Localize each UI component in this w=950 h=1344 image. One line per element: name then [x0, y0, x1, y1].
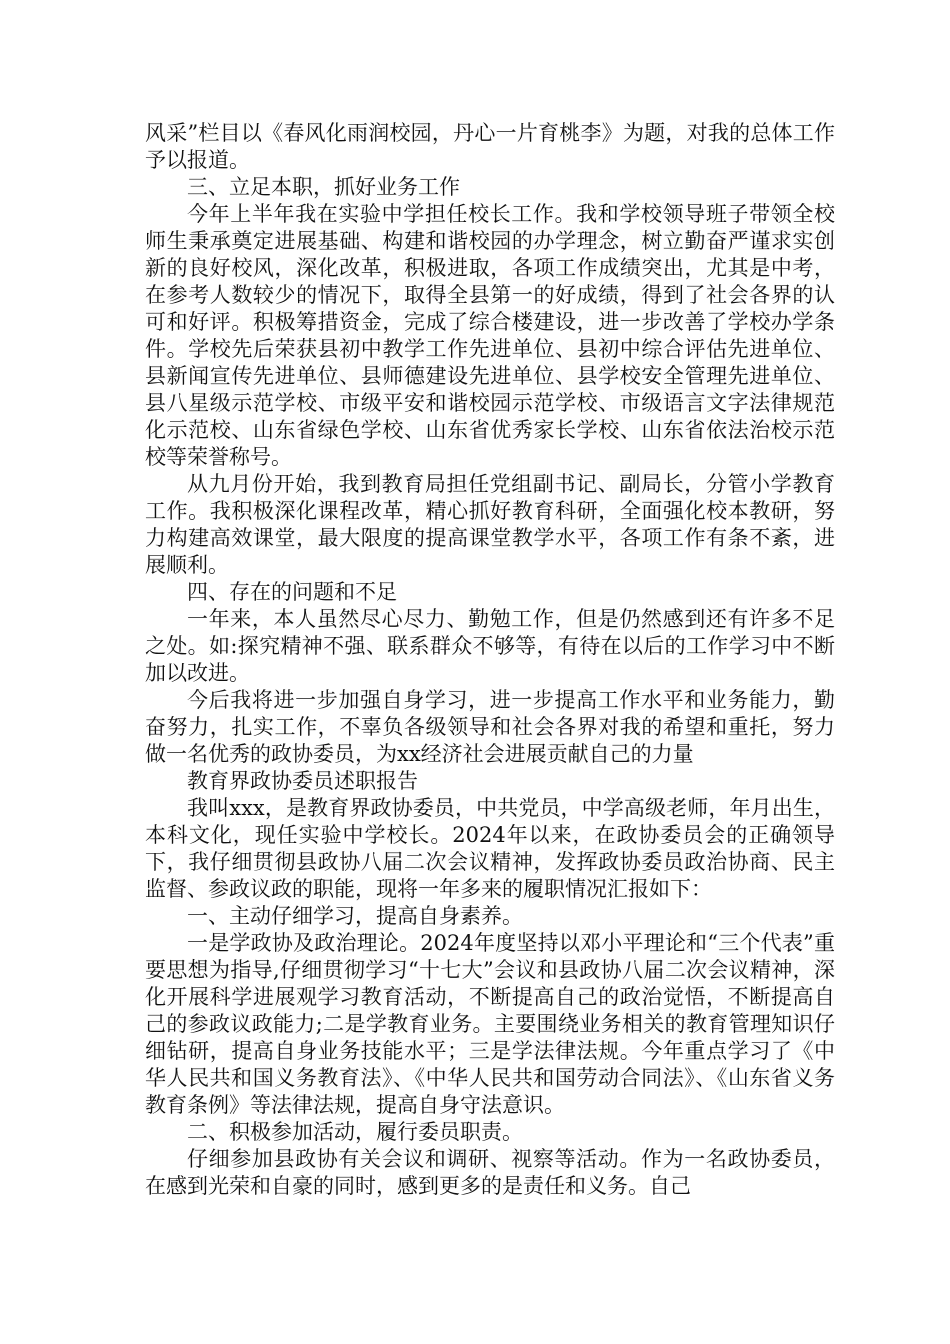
document-body [145, 120, 835, 1200]
section-heading-1: 一、主动仔细学习，提高自身素养。 [187, 904, 523, 928]
section-heading-4: 四、存在的问题和不足 [187, 580, 397, 604]
paragraph: 我叫xxx，是教育界政协委员，中共党员，中学高级老师，年月出生，本科文化，现任实验中学校长。2024年以来，在政协委员会的正确领导下，我仔细贯彻县政协八届二次会议精神，发挥政协委员政治协商、民主监督、参政议政的职能，现将一年多来的履职情况汇报如下： [145, 796, 835, 901]
section-heading-3: 三、立足本职，抓好业务工作 [187, 175, 460, 199]
paragraph: 一是学政协及政治理论。2024年度坚持以邓小平理论和“三个代表”重要思想为指导,仔细贯彻学习“十七大”会议和县政协八届二次会议精神，深化开展科学进展观学习教育活动，不断提高自己的政治觉悟，不断提高自己的参政议政能力;二是学教育业务。主要围绕业务相关的教育管理知识仔细钻研，提高自身业务技能水平；三是学法律法规。今年重点学习了《中华人民共和国义务教育法》、《中华人民共和国劳动合同法》、《山东省义务教育条例》等法律法规，提高自身守法意识。 [145, 931, 835, 1117]
paragraph: 今后我将进一步加强自身学习，进一步提高工作水平和业务能力，勤奋努力，扎实工作，不辜负各级领导和社会各界对我的希望和重托，努力做一名优秀的政协委员，为xx经济社会进展贡献自己的力量 [145, 688, 835, 766]
paragraph: 从九月份开始，我到教育局担任党组副书记、副局长，分管小学教育工作。我积极深化课程改革，精心抓好教育科研，全面强化校本教研，努力构建高效课堂，最大限度的提高课堂教学水平，各项工作有条不紊，进展顺利。 [145, 472, 835, 577]
paragraph: 一年来，本人虽然尽心尽力、勤勉工作，但是仍然感到还有许多不足之处。如:探究精神不强、联系群众不够等，有待在以后的工作学习中不断加以改进。 [145, 607, 835, 685]
paragraph: 仔细参加县政协有关会议和调研、视察等活动。作为一名政协委员，在感到光荣和自豪的同时，感到更多的是责任和义务。自己 [145, 1147, 835, 1198]
paragraph: 今年上半年我在实验中学担任校长工作。我和学校领导班子带领全校师生秉承奠定进展基础、构建和谐校园的办学理念，树立勤奋严谨求实创新的良好校风，深化改革，积极进取，各项工作成绩突出，尤其是中考，在参考人数较少的情况下，取得全县第一的好成绩，得到了社会各界的认可和好评。积极筹措资金，完成了综合楼建设，进一步改善了学校办学条件。学校先后荣获县初中教学工作先进单位、县初中综合评估先进单位、县新闻宣传先进单位、县师德建设先进单位、县学校安全管理先进单位、县八星级示范学校、市级平安和谐校园示范学校、市级语言文字法律规范化示范校、山东省绿色学校、山东省优秀家长学校、山东省依法治校示范校等荣誉称号。 [145, 202, 835, 469]
section-heading-2: 二、积极参加活动，履行委员职责。 [187, 1120, 523, 1144]
report-title: 教育界政协委员述职报告 [187, 769, 418, 793]
paragraph-continuation: 风采”栏目以《春风化雨润校园，丹心一片育桃李》为题，对我的总体工作予以报道。 [145, 121, 835, 172]
